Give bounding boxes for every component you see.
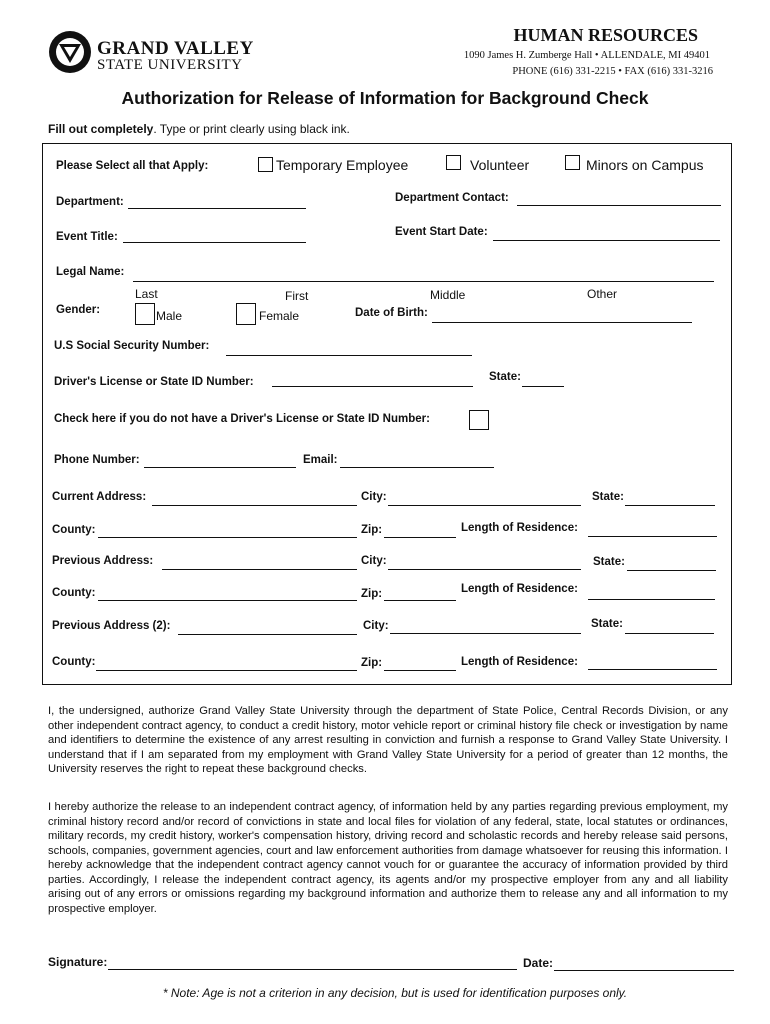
previous2-state-label: State:: [591, 618, 623, 630]
department-phone-fax: PHONE (616) 331-2215 • FAX (616) 331-3216: [512, 66, 713, 77]
previous2-city-label: City:: [363, 620, 389, 632]
current-zip-field[interactable]: [384, 537, 456, 538]
female-label: Female: [259, 309, 300, 323]
instructions-rest: . Type or print clearly using black ink.: [153, 122, 350, 136]
dob-field[interactable]: [432, 322, 692, 323]
current-city-field[interactable]: [388, 505, 581, 506]
previous-address-label: Previous Address:: [52, 555, 154, 567]
form-instructions: [48, 122, 350, 136]
previous2-length-label: Length of Residence:: [461, 656, 578, 668]
ssn-field[interactable]: [226, 355, 472, 356]
current-county-label: County:: [52, 524, 96, 536]
current-length-label: Length of Residence:: [461, 522, 578, 534]
current-state-label: State:: [592, 491, 624, 503]
previous2-length-field[interactable]: [588, 669, 717, 670]
department-contact-field[interactable]: [517, 205, 721, 206]
previous2-state-field[interactable]: [625, 633, 714, 634]
department-address: 1090 James H. Zumberge Hall • ALLENDALE, MI 49401: [463, 50, 710, 61]
org-name-line2: STATE UNIVERSITY: [97, 57, 243, 73]
name-part-last: Last: [135, 287, 158, 301]
current-length-field[interactable]: [588, 536, 717, 537]
name-part-other: Other: [587, 287, 618, 301]
minors-on-campus-checkbox[interactable]: [565, 155, 580, 170]
volunteer-label: Volunteer: [470, 157, 530, 173]
event-title-field[interactable]: [123, 242, 306, 243]
previous-state-field[interactable]: [627, 570, 716, 571]
signature-label: Signature:: [48, 955, 108, 969]
temporary-employee-checkbox[interactable]: [258, 157, 273, 172]
date-field[interactable]: [554, 970, 734, 971]
date-label: Date:: [523, 956, 554, 970]
previous-city-field[interactable]: [388, 569, 581, 570]
previous-address2-label: Previous Address (2):: [52, 620, 171, 632]
department-contact-label: Department Contact:: [395, 192, 509, 204]
instructions-bold: Fill out completely: [48, 122, 154, 136]
current-zip-label: Zip:: [361, 524, 383, 536]
ssn-label: U.S Social Security Number:: [54, 340, 210, 352]
previous-address-field[interactable]: [162, 569, 357, 570]
footnote: * Note: Age is not a criterion in any decision, but is used for identification purposes only.: [162, 986, 628, 1000]
signature-field[interactable]: [108, 969, 517, 970]
form-title: Authorization for Release of Information for Background Check: [121, 88, 649, 108]
volunteer-checkbox[interactable]: [446, 155, 461, 170]
current-county-field[interactable]: [98, 537, 357, 538]
previous2-zip-label: Zip:: [361, 657, 383, 669]
previous-city-label: City:: [361, 555, 387, 567]
email-label: Email:: [303, 454, 338, 466]
current-state-field[interactable]: [625, 505, 715, 506]
department-label: Department:: [56, 196, 124, 208]
male-checkbox[interactable]: [135, 303, 155, 325]
temporary-employee-label: Temporary Employee: [276, 157, 409, 173]
dl-state-label: State:: [489, 371, 521, 383]
dob-label: Date of Birth:: [355, 307, 428, 319]
previous2-county-label: County:: [52, 656, 96, 668]
department-title: HUMAN RESOURCES: [513, 25, 698, 45]
name-part-middle: Middle: [430, 288, 466, 302]
phone-label: Phone Number:: [54, 454, 140, 466]
male-label: Male: [156, 309, 183, 323]
gender-label: Gender:: [56, 304, 101, 316]
name-part-first: First: [285, 289, 309, 303]
previous-county-field[interactable]: [98, 600, 357, 601]
authorization-paragraph-1: I, the undersigned, authorize Grand Valley State University through the department of State Police, Central Records Division, or any other independent contract agency, to conduct a credit history, motor vehicle report or criminal history file check or investigation by name and identifiers to determine the existence of any arrest resulting in conviction and furnish a response to Grand Valley State University. I understand that if I am separated from my employment with Grand Valley State University for a period of greater than 12 months, the University reserves the right to repeat these background checks.: [48, 705, 728, 775]
female-checkbox[interactable]: [236, 303, 256, 325]
drivers-license-label: Driver's License or State ID Number:: [54, 376, 254, 388]
event-start-label: Event Start Date:: [395, 226, 488, 238]
department-field[interactable]: [128, 208, 306, 209]
no-drivers-license-checkbox[interactable]: [469, 410, 489, 430]
previous-county-label: County:: [52, 587, 96, 599]
event-start-field[interactable]: [493, 240, 720, 241]
no-drivers-license-label: Check here if you do not have a Driver's License or State ID Number:: [54, 413, 430, 425]
previous-address2-field[interactable]: [178, 634, 357, 635]
event-title-label: Event Title:: [56, 231, 118, 243]
legal-name-label: Legal Name:: [56, 266, 125, 278]
previous-length-field[interactable]: [588, 599, 715, 600]
authorization-paragraph-2: I hereby authorize the release to an independent contract agency, of information held by any parties regarding previous employment, my criminal history record and/or record of convictions in state and local files for violation of any federal, state, local statutes or ordinances, military records, my credit history, worker's compensation history, driving record and scholastic records and hereby release said persons, schools, companies, government agencies, court and law enforcement authorities from damage whatsoever for reusing this information. I hereby acknowledge that the independent contract agency cannot vouch for or guarantee the accuracy of information provided by third parties. Accordingly, I release the independent contract agency, its agents and/or my prospective employer from any and all liability arising out of any errors or omissions regarding my background information and authorize them to release any and all information to my prospective employer.: [48, 801, 728, 915]
previous2-county-field[interactable]: [96, 670, 357, 671]
current-address-label: Current Address:: [52, 491, 147, 503]
dl-state-field[interactable]: [522, 386, 564, 387]
university-logo: [48, 30, 92, 74]
previous-state-label: State:: [593, 556, 625, 568]
current-city-label: City:: [361, 491, 387, 503]
previous2-city-field[interactable]: [390, 633, 581, 634]
previous-zip-label: Zip:: [361, 588, 383, 600]
org-name-line1: GRAND VALLEY: [97, 38, 254, 59]
current-address-field[interactable]: [152, 505, 357, 506]
previous2-zip-field[interactable]: [384, 670, 456, 671]
email-field[interactable]: [340, 467, 494, 468]
previous-length-label: Length of Residence:: [461, 583, 578, 595]
phone-field[interactable]: [144, 467, 296, 468]
minors-on-campus-label: Minors on Campus: [586, 157, 704, 173]
drivers-license-field[interactable]: [272, 386, 473, 387]
select-label: Please Select all that Apply:: [56, 160, 209, 172]
previous-zip-field[interactable]: [384, 600, 456, 601]
legal-name-field[interactable]: [133, 281, 714, 282]
